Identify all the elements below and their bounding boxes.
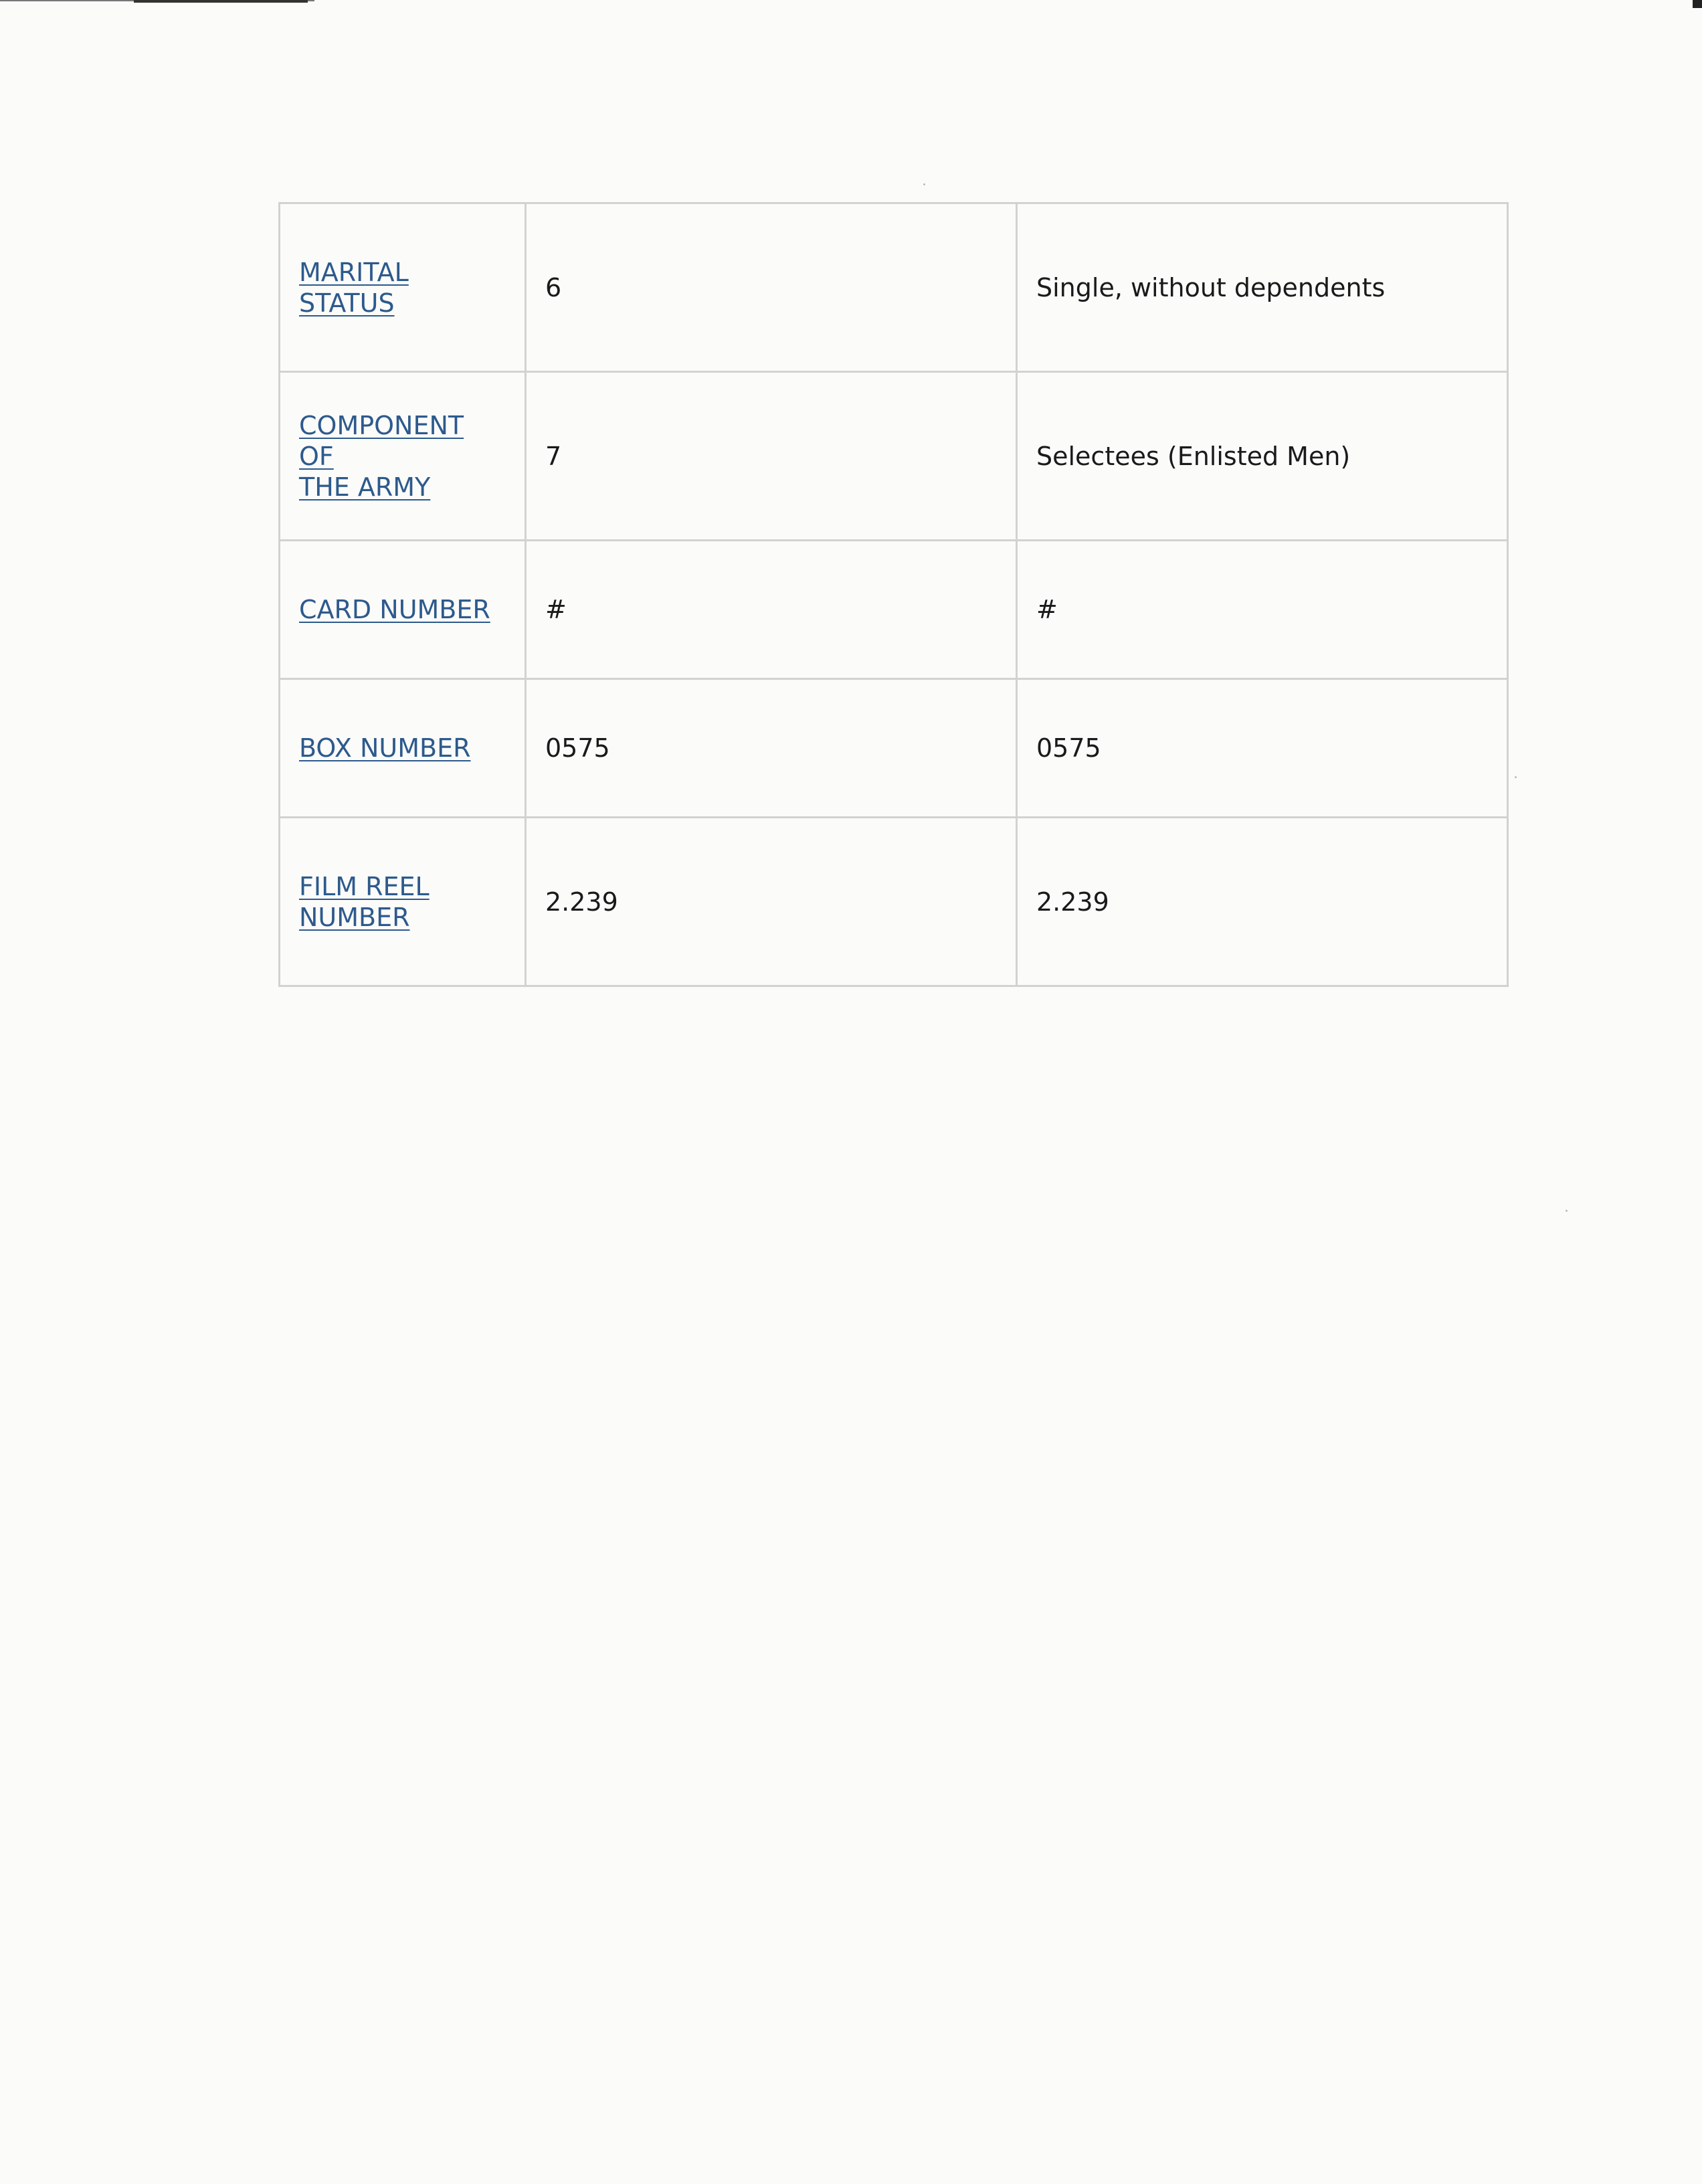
field-label-cell [280,679,526,818]
field-label-cell [280,541,526,679]
field-meaning-cell: Single, without dependents [1017,203,1508,372]
table-row-card-number [280,541,1508,679]
scan-speck [923,183,925,185]
scan-corner-artifact [1693,0,1702,8]
field-link-box-number[interactable] [299,733,471,763]
table-row-film-reel-number [280,818,1508,986]
table-row-box-number [280,679,1508,818]
field-code-cell: 6 [526,203,1017,372]
field-meaning-cell: # [1017,541,1508,679]
field-label-cell [280,372,526,541]
field-code-cell: 2.239 [526,818,1017,986]
scan-speck [1566,1210,1568,1212]
field-code-cell: # [526,541,1017,679]
field-code-cell: 0575 [526,679,1017,818]
field-link-marital-status[interactable] [299,258,409,318]
service-record-table [278,202,1509,987]
field-label-text: CARD NUMBER [299,595,490,624]
field-label-text: BOX NUMBER [299,733,471,763]
scan-speck [1515,776,1517,778]
table-row-marital-status [280,203,1508,372]
field-link-component-of-army[interactable] [299,411,464,502]
field-meaning-cell: 2.239 [1017,818,1508,986]
field-label-text: FILM REEL NUMBER [299,871,430,932]
table-row-component-of-army [280,372,1508,541]
field-link-film-reel-number[interactable] [299,872,430,932]
field-code-cell: 7 [526,372,1017,541]
field-label-cell [280,818,526,986]
field-meaning-cell: Selectees (Enlisted Men) [1017,372,1508,541]
field-link-card-number[interactable] [299,595,490,624]
field-meaning-cell: 0575 [1017,679,1508,818]
field-label-text: COMPONENT OF THE ARMY [299,410,464,502]
scan-edge-artifact [134,0,308,3]
field-label-text: MARITAL STATUS [299,257,409,318]
field-label-cell [280,203,526,372]
